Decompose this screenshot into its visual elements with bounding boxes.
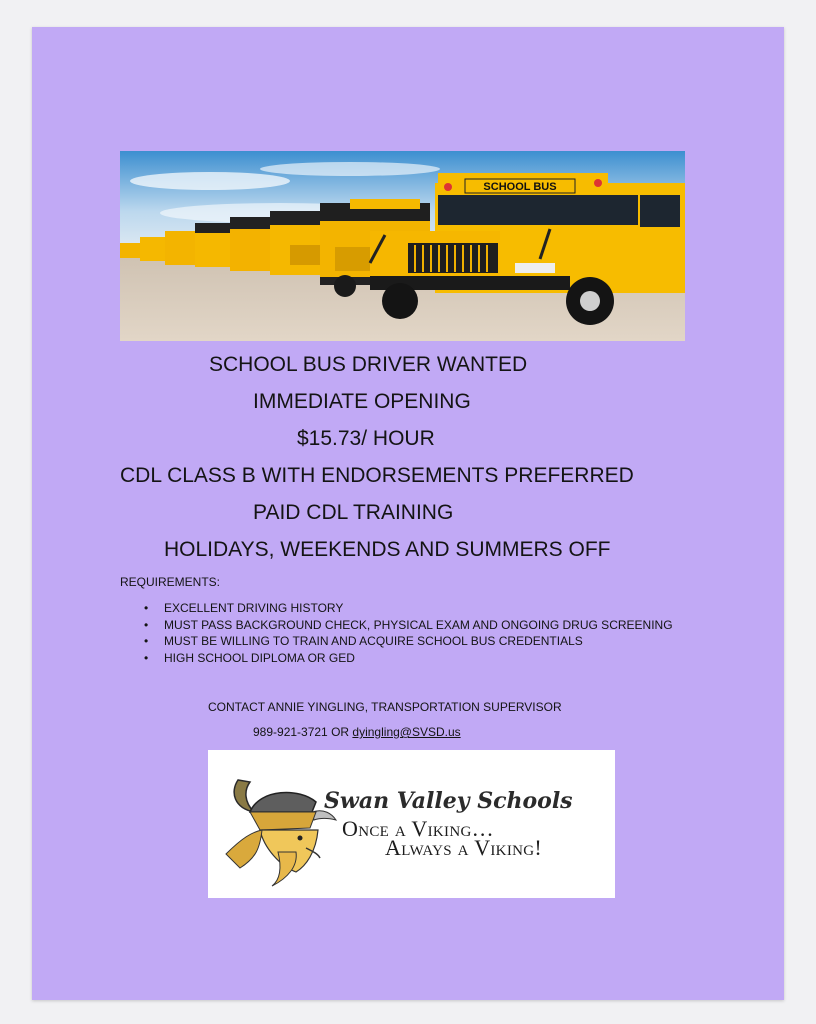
time-off: HOLIDAYS, WEEKENDS AND SUMMERS OFF [164,538,611,561]
school-bus-photo [120,151,685,341]
bus-sign-text: SCHOOL BUS [483,181,557,193]
phone-number: 989-921-3721 [253,725,328,739]
phone-email-line [253,725,461,739]
list-item [120,650,673,667]
contact-line: CONTACT ANNIE YINGLING, TRANSPORTATION SUPERVISOR [208,700,562,714]
viking-head-icon [220,768,340,888]
tagline-once: Once a Viking… [342,816,494,841]
requirement-text: MUST BE WILLING TO TRAIN AND ACQUIRE SCHOOL BUS CREDENTIALS [164,634,583,648]
bullet-icon: • [144,601,149,615]
requirement-text: MUST PASS BACKGROUND CHECK, PHYSICAL EXAM AND ONGOING DRUG SCREENING [164,617,673,632]
bullet-icon: • [144,650,149,665]
or-text: OR [331,725,350,739]
bullet-icon: • [144,617,149,632]
requirements-heading: REQUIREMENTS: [120,575,221,589]
requirement-text: EXCELLENT DRIVING HISTORY [164,601,344,615]
school-name: Swan Valley Schools [324,788,573,814]
list-item [120,633,673,650]
hourly-wage: $15.73/ HOUR [297,427,435,450]
list-item [120,600,673,617]
school-logo [208,750,615,898]
paid-training: PAID CDL TRAINING [253,501,454,524]
requirements-list [120,600,673,666]
cdl-requirement: CDL CLASS B WITH ENDORSEMENTS PREFERRED [120,464,634,487]
immediate-opening: IMMEDIATE OPENING [253,390,471,413]
bullet-icon: • [144,634,149,648]
requirement-text: HIGH SCHOOL DIPLOMA OR GED [164,650,355,665]
flyer-page [32,27,784,1000]
tagline-always: Always a Viking! [385,835,542,860]
headline: SCHOOL BUS DRIVER WANTED [209,353,528,376]
email-link[interactable]: dyingling@SVSD.us [352,725,461,739]
list-item [120,617,673,634]
